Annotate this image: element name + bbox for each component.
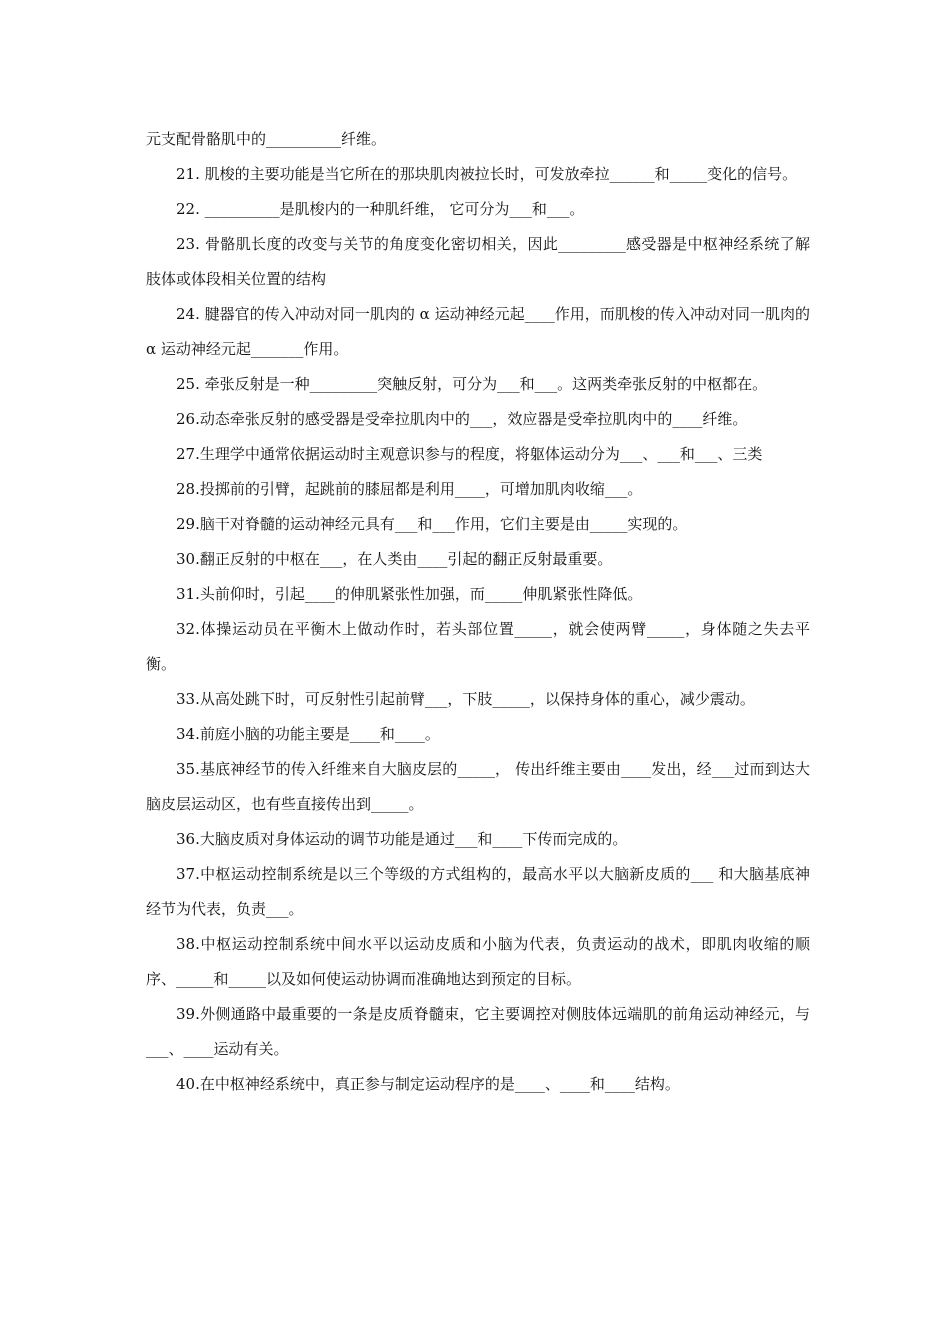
paragraph: 35.基底神经节的传入纤维来自大脑皮层的_____， 传出纤维主要由____发出，经___过而到达大脑皮层运动区，也有些直接传出到_____。 xyxy=(146,760,810,813)
paragraph: 39.外侧通路中最重要的一条是皮质脊髓束，它主要调控对侧肢体远端肌的前角运动神经元，与___、____运动有关。 xyxy=(146,1005,810,1058)
document-body xyxy=(146,122,810,1102)
paragraph: 31.头前仰时，引起____的伸肌紧张性加强，而_____伸肌紧张性降低。 xyxy=(176,585,643,603)
paragraph: 22. __________是肌梭内的一种肌纤维， 它可分为___和___。 xyxy=(176,200,585,218)
paragraph: 40.在中枢神经系统中，真正参与制定运动程序的是____、____和____结构。 xyxy=(176,1075,680,1093)
paragraph: 36.大脑皮质对身体运动的调节功能是通过___和____下传而完成的。 xyxy=(176,830,628,848)
paragraph: 23. 骨骼肌长度的改变与关节的角度变化密切相关，因此_________感受器是中枢神经系统了解肢体或体段相关位置的结构 xyxy=(146,235,810,288)
paragraph: 29.脑干对脊髓的运动神经元具有___和___作用，它们主要是由_____实现的。 xyxy=(176,515,688,533)
paragraph: 元支配骨骼肌中的__________纤维。 xyxy=(146,130,387,148)
paragraph: 27.生理学中通常依据运动时主观意识参与的程度，将躯体运动分为___、___和___、三类 xyxy=(176,445,763,463)
paragraph: 24. 腱器官的传入冲动对同一肌肉的 α 运动神经元起____作用，而肌梭的传入冲动对同一肌肉的 α 运动神经元起_______作用。 xyxy=(146,305,810,358)
paragraph: 21. 肌梭的主要功能是当它所在的那块肌肉被拉长时，可发放牵拉______和_____变化的信号。 xyxy=(176,165,798,183)
paragraph: 26.动态牵张反射的感受器是受牵拉肌肉中的___，效应器是受牵拉肌肉中的____纤维。 xyxy=(176,410,748,428)
paragraph: 37.中枢运动控制系统是以三个等级的方式组构的，最高水平以大脑新皮质的___ 和大脑基底神经节为代表，负责___。 xyxy=(146,865,810,918)
paragraph: 28.投掷前的引臂，起跳前的膝屈都是利用____，可增加肌肉收缩___。 xyxy=(176,480,643,498)
paragraph: 32.体操运动员在平衡木上做动作时，若头部位置_____，就会使两臂_____，身体随之失去平衡。 xyxy=(146,620,810,673)
paragraph: 33.从高处跳下时，可反射性引起前臂___，下肢_____，以保持身体的重心，减少震动。 xyxy=(176,690,755,708)
paragraph: 34.前庭小脑的功能主要是____和____。 xyxy=(176,725,440,743)
paragraph: 30.翻正反射的中枢在___，在人类由____引起的翻正反射最重要。 xyxy=(176,550,613,568)
paragraph: 38.中枢运动控制系统中间水平以运动皮质和小脑为代表，负责运动的战术，即肌肉收缩的顺序、_____和_____以及如何使运动协调而准确地达到预定的目标。 xyxy=(146,935,810,988)
paragraph: 25. 牵张反射是一种_________突触反射，可分为___和___。这两类牵张反射的中枢都在。 xyxy=(176,375,768,393)
